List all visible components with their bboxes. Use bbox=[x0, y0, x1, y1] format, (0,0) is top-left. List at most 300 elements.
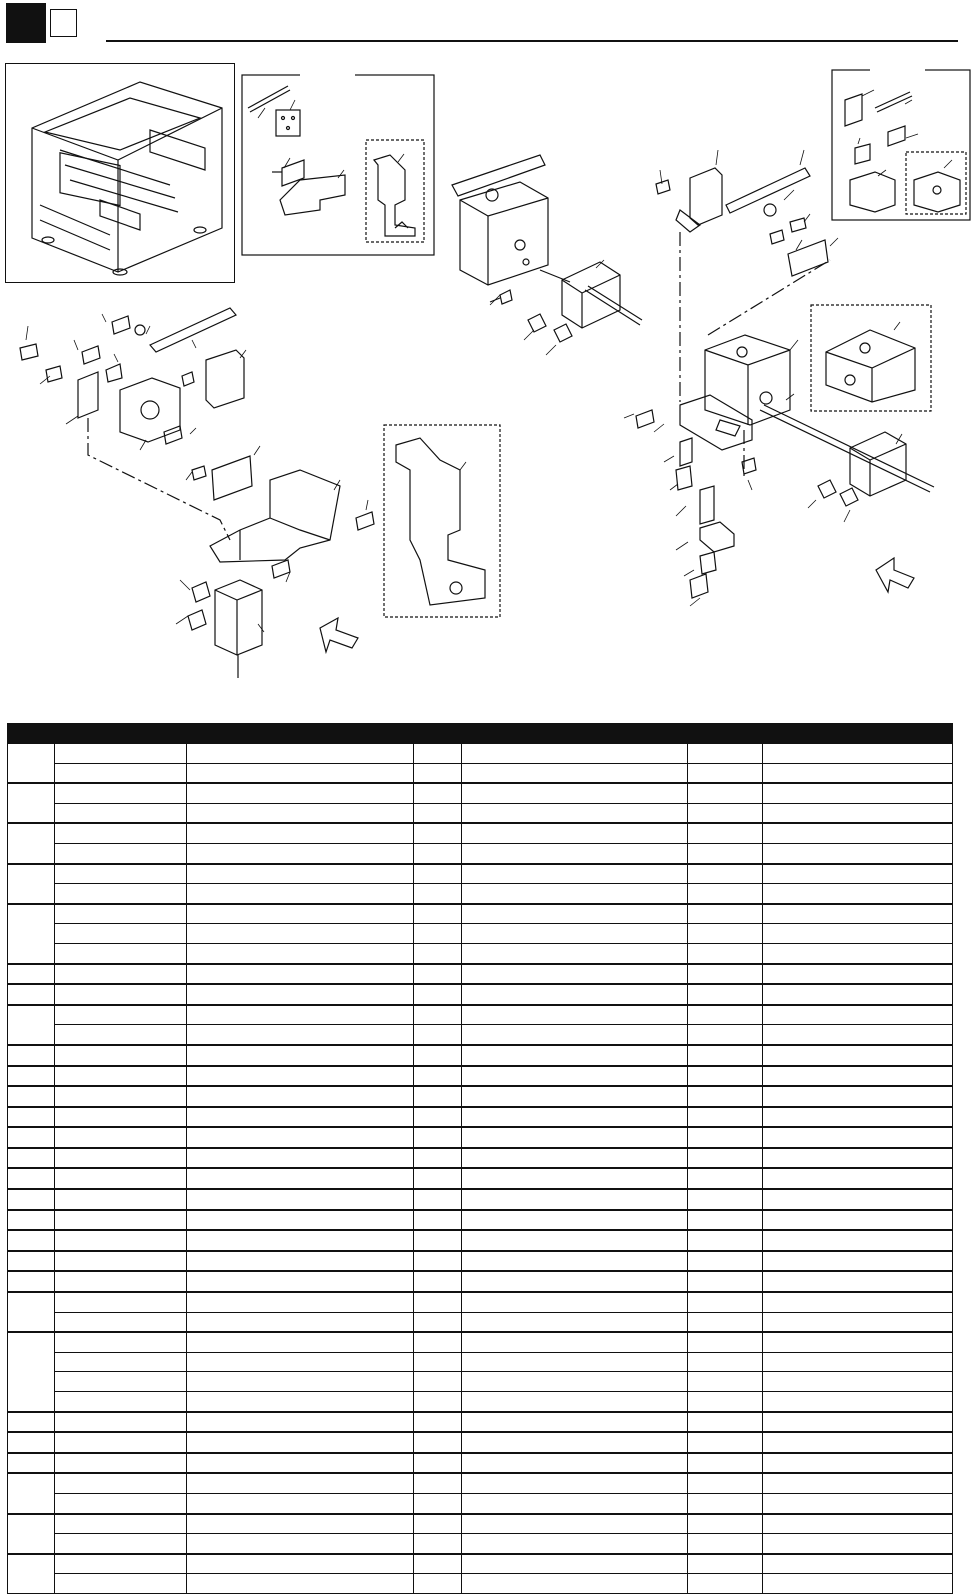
table-cell bbox=[55, 1473, 187, 1493]
table-cell bbox=[8, 1432, 55, 1453]
table-cell bbox=[763, 964, 953, 985]
table-cell bbox=[763, 1025, 953, 1045]
table-row bbox=[8, 1271, 953, 1292]
table-cell bbox=[763, 1127, 953, 1148]
table-cell bbox=[414, 1493, 462, 1513]
table-cell bbox=[763, 1168, 953, 1189]
table-row bbox=[8, 1534, 953, 1554]
table-cell bbox=[187, 783, 414, 803]
table-cell bbox=[55, 1251, 187, 1272]
table-cell bbox=[187, 1230, 414, 1251]
table-row bbox=[8, 1189, 953, 1210]
table-row bbox=[8, 843, 953, 863]
table-cell bbox=[8, 1230, 55, 1251]
table-cell bbox=[187, 1127, 414, 1148]
table-cell bbox=[187, 1066, 414, 1087]
table-cell bbox=[462, 1352, 688, 1372]
table-cell bbox=[462, 884, 688, 904]
col-header-qty bbox=[414, 724, 462, 744]
table-cell bbox=[187, 1534, 414, 1554]
table-row bbox=[8, 1453, 953, 1474]
table-cell bbox=[414, 864, 462, 884]
table-cell bbox=[55, 1107, 187, 1128]
table-cell bbox=[763, 1534, 953, 1554]
table-cell bbox=[414, 1107, 462, 1128]
table-cell bbox=[688, 1372, 763, 1392]
table-cell bbox=[414, 803, 462, 823]
table-cell bbox=[462, 1168, 688, 1189]
table-cell bbox=[688, 1066, 763, 1087]
col-header-model bbox=[688, 724, 763, 744]
table-cell bbox=[462, 1107, 688, 1128]
table-row bbox=[8, 1107, 953, 1128]
table-row bbox=[8, 1251, 953, 1272]
table-cell bbox=[763, 1189, 953, 1210]
inset-parts-left bbox=[248, 86, 424, 242]
table-cell bbox=[187, 1372, 414, 1392]
parts-table-body bbox=[8, 744, 953, 1594]
table-row bbox=[8, 884, 953, 904]
table-cell bbox=[763, 1251, 953, 1272]
table-cell bbox=[187, 1251, 414, 1272]
table-cell bbox=[414, 1534, 462, 1554]
table-cell bbox=[688, 1271, 763, 1292]
table-cell bbox=[55, 1432, 187, 1453]
table-cell bbox=[187, 1332, 414, 1352]
table-cell bbox=[763, 823, 953, 843]
table-cell bbox=[462, 1292, 688, 1312]
table-row bbox=[8, 1554, 953, 1574]
table-cell bbox=[8, 1127, 55, 1148]
table-row bbox=[8, 1493, 953, 1513]
table-cell bbox=[414, 1332, 462, 1352]
table-cell bbox=[462, 1210, 688, 1231]
table-cell bbox=[688, 1025, 763, 1045]
table-cell bbox=[763, 1493, 953, 1513]
table-cell bbox=[414, 1086, 462, 1107]
table-cell bbox=[55, 1493, 187, 1513]
table-cell bbox=[55, 763, 187, 783]
table-cell bbox=[414, 1025, 462, 1045]
table-cell bbox=[55, 1514, 187, 1534]
table-cell bbox=[414, 1210, 462, 1231]
table-cell bbox=[187, 1473, 414, 1493]
table-cell bbox=[55, 1292, 187, 1312]
table-cell bbox=[688, 744, 763, 764]
table-cell bbox=[414, 744, 462, 764]
table-cell bbox=[55, 884, 187, 904]
table-cell bbox=[462, 1392, 688, 1412]
parts-list-table bbox=[7, 723, 953, 1594]
table-cell bbox=[763, 1148, 953, 1169]
center-upper-assembly bbox=[452, 155, 642, 342]
table-cell bbox=[55, 1412, 187, 1433]
table-row bbox=[8, 1574, 953, 1594]
table-cell bbox=[187, 1312, 414, 1332]
table-cell bbox=[187, 964, 414, 985]
table-cell bbox=[187, 1453, 414, 1474]
table-cell bbox=[414, 924, 462, 944]
table-cell bbox=[688, 884, 763, 904]
table-cell bbox=[414, 1392, 462, 1412]
table-cell bbox=[8, 1271, 55, 1292]
table-cell bbox=[688, 1312, 763, 1332]
table-cell bbox=[414, 1412, 462, 1433]
table-cell bbox=[8, 1005, 55, 1045]
table-cell bbox=[414, 1168, 462, 1189]
table-cell bbox=[688, 1045, 763, 1066]
table-cell bbox=[8, 1066, 55, 1087]
table-cell bbox=[688, 1107, 763, 1128]
table-cell bbox=[688, 1554, 763, 1574]
table-cell bbox=[8, 1107, 55, 1128]
table-cell bbox=[763, 984, 953, 1005]
table-cell bbox=[462, 1086, 688, 1107]
table-cell bbox=[688, 1412, 763, 1433]
table-cell bbox=[55, 823, 187, 843]
table-cell bbox=[763, 1066, 953, 1087]
table-cell bbox=[763, 1230, 953, 1251]
table-cell bbox=[414, 1251, 462, 1272]
table-cell bbox=[8, 1210, 55, 1231]
table-cell bbox=[763, 924, 953, 944]
table-row bbox=[8, 783, 953, 803]
table-cell bbox=[688, 1453, 763, 1474]
table-cell bbox=[688, 1574, 763, 1594]
table-cell bbox=[763, 1392, 953, 1412]
table-row bbox=[8, 1127, 953, 1148]
table-cell bbox=[414, 823, 462, 843]
table-cell bbox=[55, 964, 187, 985]
table-row bbox=[8, 744, 953, 764]
table-cell bbox=[187, 1432, 414, 1453]
table-cell bbox=[462, 1372, 688, 1392]
table-cell bbox=[763, 1045, 953, 1066]
table-cell bbox=[8, 823, 55, 863]
table-cell bbox=[763, 1005, 953, 1025]
table-cell bbox=[187, 1005, 414, 1025]
table-header-row bbox=[8, 724, 953, 744]
table-cell bbox=[462, 1514, 688, 1534]
table-cell bbox=[462, 1473, 688, 1493]
table-cell bbox=[414, 1554, 462, 1574]
table-cell bbox=[187, 1493, 414, 1513]
table-cell bbox=[688, 1493, 763, 1513]
table-cell bbox=[688, 843, 763, 863]
table-row bbox=[8, 1292, 953, 1312]
table-cell bbox=[688, 803, 763, 823]
table-cell bbox=[763, 1332, 953, 1352]
table-cell bbox=[187, 763, 414, 783]
table-cell bbox=[55, 1148, 187, 1169]
table-cell bbox=[187, 1168, 414, 1189]
table-cell bbox=[414, 1574, 462, 1594]
table-row bbox=[8, 984, 953, 1005]
table-cell bbox=[414, 904, 462, 924]
inset-box-left bbox=[242, 75, 434, 255]
table-cell bbox=[187, 904, 414, 924]
table-cell bbox=[462, 1453, 688, 1474]
table-cell bbox=[414, 1352, 462, 1372]
table-cell bbox=[55, 904, 187, 924]
table-row bbox=[8, 904, 953, 924]
table-row bbox=[8, 823, 953, 843]
table-cell bbox=[688, 1392, 763, 1412]
table-row bbox=[8, 1392, 953, 1412]
table-cell bbox=[688, 1189, 763, 1210]
table-cell bbox=[187, 1107, 414, 1128]
table-cell bbox=[414, 1148, 462, 1169]
table-cell bbox=[763, 1292, 953, 1312]
table-row bbox=[8, 1312, 953, 1332]
table-cell bbox=[462, 1271, 688, 1292]
table-cell bbox=[187, 744, 414, 764]
table-cell bbox=[187, 1189, 414, 1210]
table-row bbox=[8, 1025, 953, 1045]
table-cell bbox=[688, 1251, 763, 1272]
table-cell bbox=[55, 1332, 187, 1352]
table-cell bbox=[688, 763, 763, 783]
table-cell bbox=[414, 1230, 462, 1251]
table-cell bbox=[187, 1574, 414, 1594]
table-cell bbox=[8, 1045, 55, 1066]
table-cell bbox=[187, 1292, 414, 1312]
table-cell bbox=[55, 843, 187, 863]
table-row bbox=[8, 1332, 953, 1352]
table-row bbox=[8, 1045, 953, 1066]
table-cell bbox=[462, 964, 688, 985]
table-cell bbox=[187, 843, 414, 863]
table-cell bbox=[187, 1025, 414, 1045]
table-cell bbox=[414, 984, 462, 1005]
col-header-no bbox=[8, 724, 55, 744]
table-cell bbox=[763, 1554, 953, 1574]
col-header-remarks bbox=[462, 724, 688, 744]
table-cell bbox=[462, 984, 688, 1005]
table-row bbox=[8, 1352, 953, 1372]
table-row bbox=[8, 943, 953, 963]
table-cell bbox=[414, 1312, 462, 1332]
table-cell bbox=[414, 843, 462, 863]
table-cell bbox=[462, 1412, 688, 1433]
table-cell bbox=[462, 744, 688, 764]
table-cell bbox=[414, 1066, 462, 1087]
table-cell bbox=[688, 1514, 763, 1534]
table-cell bbox=[688, 1086, 763, 1107]
table-cell bbox=[55, 864, 187, 884]
table-cell bbox=[688, 1292, 763, 1312]
table-cell bbox=[688, 864, 763, 884]
table-cell bbox=[462, 1066, 688, 1087]
table-cell bbox=[688, 1005, 763, 1025]
table-cell bbox=[688, 1168, 763, 1189]
table-cell bbox=[414, 1432, 462, 1453]
table-row bbox=[8, 1432, 953, 1453]
table-cell bbox=[187, 1554, 414, 1574]
col-header-notes bbox=[763, 724, 953, 744]
table-cell bbox=[55, 783, 187, 803]
table-cell bbox=[462, 1332, 688, 1352]
table-cell bbox=[462, 1493, 688, 1513]
table-cell bbox=[414, 1189, 462, 1210]
table-cell bbox=[688, 924, 763, 944]
table-cell bbox=[462, 1554, 688, 1574]
table-cell bbox=[414, 964, 462, 985]
table-cell bbox=[763, 1210, 953, 1231]
table-cell bbox=[187, 803, 414, 823]
table-cell bbox=[462, 823, 688, 843]
table-cell bbox=[688, 1432, 763, 1453]
table-cell bbox=[8, 964, 55, 985]
table-cell bbox=[187, 823, 414, 843]
table-cell bbox=[688, 1332, 763, 1352]
table-cell bbox=[187, 1045, 414, 1066]
table-cell bbox=[763, 864, 953, 884]
table-cell bbox=[688, 1127, 763, 1148]
table-cell bbox=[462, 1534, 688, 1554]
table-cell bbox=[187, 884, 414, 904]
table-cell bbox=[763, 884, 953, 904]
table-cell bbox=[8, 1453, 55, 1474]
table-cell bbox=[414, 1271, 462, 1292]
left-lower-assembly bbox=[20, 308, 500, 678]
table-cell bbox=[462, 943, 688, 963]
table-cell bbox=[55, 1025, 187, 1045]
inset-parts-right bbox=[845, 92, 966, 214]
table-cell bbox=[187, 943, 414, 963]
table-cell bbox=[688, 1210, 763, 1231]
table-cell bbox=[187, 1412, 414, 1433]
table-cell bbox=[763, 744, 953, 764]
table-cell bbox=[462, 843, 688, 863]
table-cell bbox=[187, 984, 414, 1005]
table-cell bbox=[462, 783, 688, 803]
table-row bbox=[8, 864, 953, 884]
table-cell bbox=[187, 924, 414, 944]
table-cell bbox=[8, 1189, 55, 1210]
table-cell bbox=[8, 984, 55, 1005]
table-cell bbox=[688, 1473, 763, 1493]
table-cell bbox=[462, 1251, 688, 1272]
table-cell bbox=[462, 1189, 688, 1210]
table-row bbox=[8, 1066, 953, 1087]
table-row bbox=[8, 1412, 953, 1433]
table-cell bbox=[688, 984, 763, 1005]
table-cell bbox=[462, 904, 688, 924]
table-cell bbox=[55, 1554, 187, 1574]
inset-box-right bbox=[832, 70, 970, 220]
table-cell bbox=[187, 1352, 414, 1372]
table-cell bbox=[8, 1251, 55, 1272]
table-cell bbox=[462, 1148, 688, 1169]
table-cell bbox=[763, 843, 953, 863]
table-cell bbox=[462, 1045, 688, 1066]
table-row bbox=[8, 1086, 953, 1107]
table-cell bbox=[55, 1045, 187, 1066]
table-row bbox=[8, 1372, 953, 1392]
table-cell bbox=[414, 1453, 462, 1474]
table-cell bbox=[462, 1574, 688, 1594]
table-row bbox=[8, 803, 953, 823]
table-cell bbox=[763, 943, 953, 963]
table-cell bbox=[187, 1210, 414, 1231]
table-cell bbox=[763, 1086, 953, 1107]
table-cell bbox=[763, 1372, 953, 1392]
right-assembly bbox=[636, 168, 934, 598]
table-cell bbox=[55, 1066, 187, 1087]
table-cell bbox=[187, 1148, 414, 1169]
table-cell bbox=[8, 1412, 55, 1433]
table-cell bbox=[55, 1005, 187, 1025]
table-cell bbox=[55, 1392, 187, 1412]
table-cell bbox=[8, 1168, 55, 1189]
table-cell bbox=[55, 744, 187, 764]
table-cell bbox=[763, 1473, 953, 1493]
table-cell bbox=[55, 1086, 187, 1107]
table-cell bbox=[763, 1453, 953, 1474]
table-cell bbox=[763, 1514, 953, 1534]
table-row bbox=[8, 964, 953, 985]
table-cell bbox=[462, 763, 688, 783]
table-cell bbox=[55, 1312, 187, 1332]
table-cell bbox=[763, 1107, 953, 1128]
table-row bbox=[8, 1473, 953, 1493]
table-cell bbox=[763, 1271, 953, 1292]
table-cell bbox=[55, 943, 187, 963]
table-row bbox=[8, 1514, 953, 1534]
table-row bbox=[8, 1148, 953, 1169]
table-cell bbox=[414, 1473, 462, 1493]
table-cell bbox=[688, 943, 763, 963]
table-cell bbox=[688, 1148, 763, 1169]
table-cell bbox=[688, 783, 763, 803]
exploded-parts-diagram bbox=[0, 0, 976, 700]
table-cell bbox=[763, 1352, 953, 1372]
table-row bbox=[8, 1210, 953, 1231]
table-cell bbox=[8, 1473, 55, 1513]
machine-illustration bbox=[32, 82, 222, 275]
table-cell bbox=[414, 1045, 462, 1066]
table-cell bbox=[414, 884, 462, 904]
table-cell bbox=[688, 1230, 763, 1251]
table-row bbox=[8, 1168, 953, 1189]
table-cell bbox=[8, 1332, 55, 1411]
table-cell bbox=[414, 1292, 462, 1312]
table-cell bbox=[763, 783, 953, 803]
table-cell bbox=[55, 1127, 187, 1148]
table-cell bbox=[55, 1230, 187, 1251]
table-cell bbox=[763, 763, 953, 783]
table-cell bbox=[462, 1230, 688, 1251]
table-cell bbox=[55, 1574, 187, 1594]
table-cell bbox=[8, 1292, 55, 1332]
table-cell bbox=[462, 1025, 688, 1045]
table-cell bbox=[763, 1432, 953, 1453]
table-row bbox=[8, 1230, 953, 1251]
table-cell bbox=[187, 1271, 414, 1292]
table-cell bbox=[462, 1312, 688, 1332]
table-cell bbox=[688, 823, 763, 843]
table-cell bbox=[462, 1005, 688, 1025]
table-cell bbox=[763, 1574, 953, 1594]
table-cell bbox=[55, 1352, 187, 1372]
table-row bbox=[8, 763, 953, 783]
table-cell bbox=[8, 1086, 55, 1107]
table-cell bbox=[688, 964, 763, 985]
table-cell bbox=[414, 783, 462, 803]
table-cell bbox=[688, 904, 763, 924]
table-cell bbox=[55, 1534, 187, 1554]
